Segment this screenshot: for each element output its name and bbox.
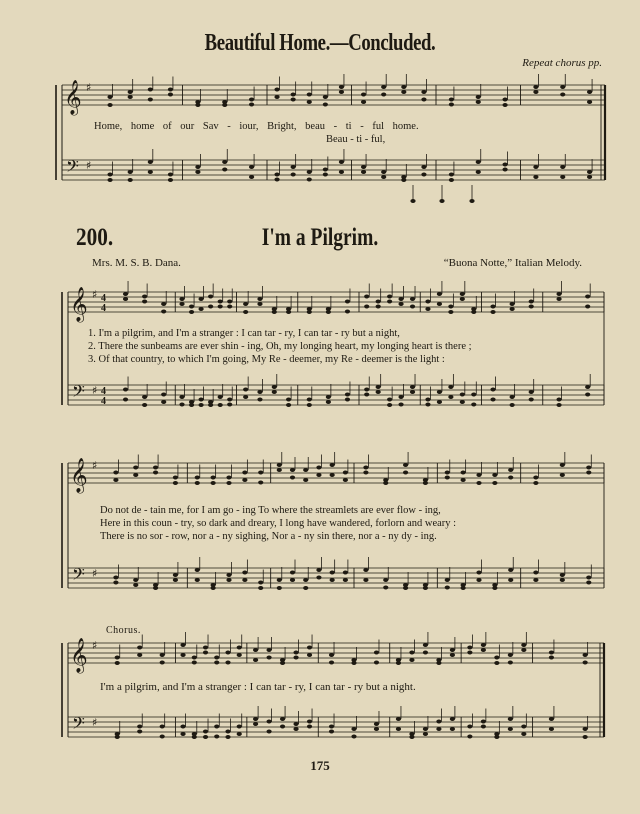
svg-text:4: 4 xyxy=(101,386,106,397)
verse-line-2a: 2. There the sunbeams are ever shin - ing, Oh, my longing heart, my longing heart is there ; xyxy=(88,341,472,352)
svg-text:𝄢: 𝄢 xyxy=(72,713,85,737)
chorus-lyrics: I'm a pilgrim, and I'm a stranger : I can tar - ry, I can tar - ry but a night. xyxy=(100,681,416,693)
hymn-number: 200. xyxy=(76,224,114,251)
section1-alt-lyrics: Beau - ti - ful, xyxy=(326,134,386,145)
svg-text:𝄢: 𝄢 xyxy=(72,381,85,405)
section1-lyrics: Home, home of our Sav - iour, Bright, beau - ti - ful home. xyxy=(94,121,419,132)
svg-text:♯: ♯ xyxy=(86,159,92,172)
verse-line-3b: There is no sor - row, nor a - ny sighing, Nor a - ny sin there, nor a - ny dy - ing. xyxy=(100,531,437,542)
svg-text:𝄞: 𝄞 xyxy=(70,638,88,673)
verse-line-3a: 3. Of that country, to which I'm going, My Re - deemer, my Re - deemer is the light : xyxy=(88,354,445,365)
svg-text:𝄞: 𝄞 xyxy=(64,80,82,115)
svg-text:♯: ♯ xyxy=(92,716,98,729)
svg-text:4: 4 xyxy=(101,396,106,407)
repeat-note: Repeat chorus pp. xyxy=(522,57,602,69)
svg-text:♯: ♯ xyxy=(92,567,98,580)
svg-text:♯: ♯ xyxy=(86,81,92,94)
svg-text:♯: ♯ xyxy=(92,639,98,652)
page-title: Beautiful Home.—Concluded. xyxy=(204,30,436,56)
svg-text:𝄞: 𝄞 xyxy=(70,287,88,322)
chorus-label: Chorus. xyxy=(106,625,141,636)
page-number: 175 xyxy=(310,758,330,773)
verse-line-1a: 1. I'm a pilgrim, and I'm a stranger : I can tar - ry, I can tar - ry but a night, xyxy=(88,328,400,339)
verse-line-1b: Do not de - tain me, for I am go - ing To where the streamlets are ever flow - ing, xyxy=(100,505,441,516)
svg-text:𝄞: 𝄞 xyxy=(70,458,88,493)
svg-text:𝄢: 𝄢 xyxy=(66,156,79,180)
svg-text:𝄢: 𝄢 xyxy=(72,564,85,588)
hymn-title: I'm a Pilgrim. xyxy=(261,224,379,251)
svg-text:♯: ♯ xyxy=(92,384,98,397)
svg-text:4: 4 xyxy=(101,303,106,314)
svg-text:♯: ♯ xyxy=(92,459,98,472)
svg-text:♯: ♯ xyxy=(92,288,98,301)
hymn-tune: “Buona Notte,” Italian Melody. xyxy=(443,257,582,269)
hymn-author: Mrs. M. S. B. Dana. xyxy=(92,257,181,269)
svg-text:4: 4 xyxy=(101,293,106,304)
verse-line-2b: Here in this coun - try, so dark and dreary, I long have wandered, forlorn and weary : xyxy=(100,518,457,529)
